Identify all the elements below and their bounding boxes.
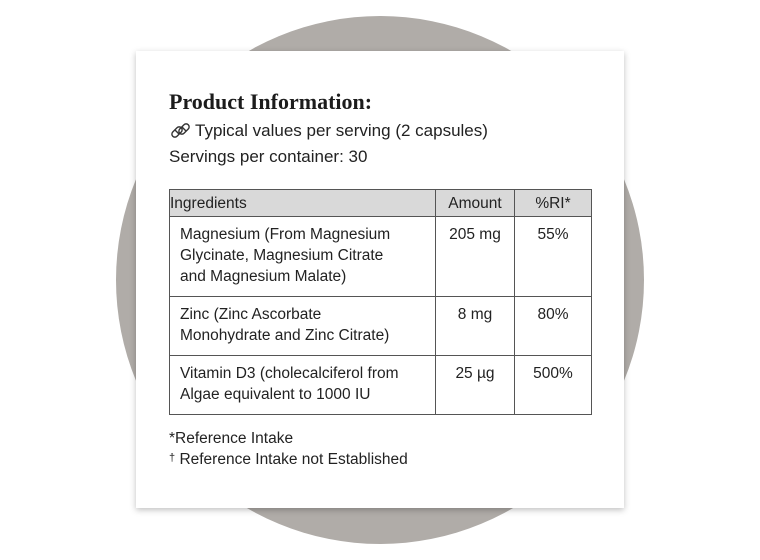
table-row [170, 297, 592, 356]
ingredient-line: Zinc (Zinc Ascorbate [180, 306, 322, 323]
dagger-symbol: † [169, 452, 176, 464]
table-row [170, 356, 592, 415]
ingredient-line: and Magnesium Malate) [180, 268, 347, 285]
amount-cell: 25 µg [436, 356, 515, 415]
ingredient-cell [170, 217, 436, 297]
table-row [170, 217, 592, 297]
servings-per-container: Servings per container: 30 [169, 147, 368, 166]
serving-text: Typical values per serving (2 capsules) [195, 121, 488, 140]
footnote-reference-intake: *Reference Intake [169, 430, 294, 447]
amount-cell: 205 mg [436, 217, 515, 297]
footnote-not-established-text: Reference Intake not Established [179, 451, 408, 468]
nutrition-table [169, 189, 592, 415]
ingredient-cell [170, 297, 436, 356]
footnote-not-established [169, 449, 592, 470]
ri-cell: 500% [515, 356, 592, 415]
footnotes [169, 428, 592, 470]
ingredient-line: Glycinate, Magnesium Citrate [180, 247, 384, 264]
ingredient-line: Monohydrate and Zinc Citrate) [180, 327, 390, 344]
ingredient-line: Magnesium (From Magnesium [180, 226, 391, 243]
ingredient-line: Vitamin D3 (cholecalciferol from [180, 365, 399, 382]
header-amount: Amount [436, 190, 515, 217]
table-header-row [170, 190, 592, 217]
capsules-icon [169, 120, 191, 142]
header-ingredients: Ingredients [170, 190, 436, 217]
serving-line [169, 118, 592, 144]
product-info-card [136, 51, 624, 508]
ingredient-cell [170, 356, 436, 415]
ri-cell: 80% [515, 297, 592, 356]
page-title: Product Information: [169, 89, 373, 114]
amount-cell: 8 mg [436, 297, 515, 356]
ri-cell: 55% [515, 217, 592, 297]
ingredient-line: Algae equivalent to 1000 IU [180, 386, 371, 403]
header-ri: %RI* [515, 190, 592, 217]
